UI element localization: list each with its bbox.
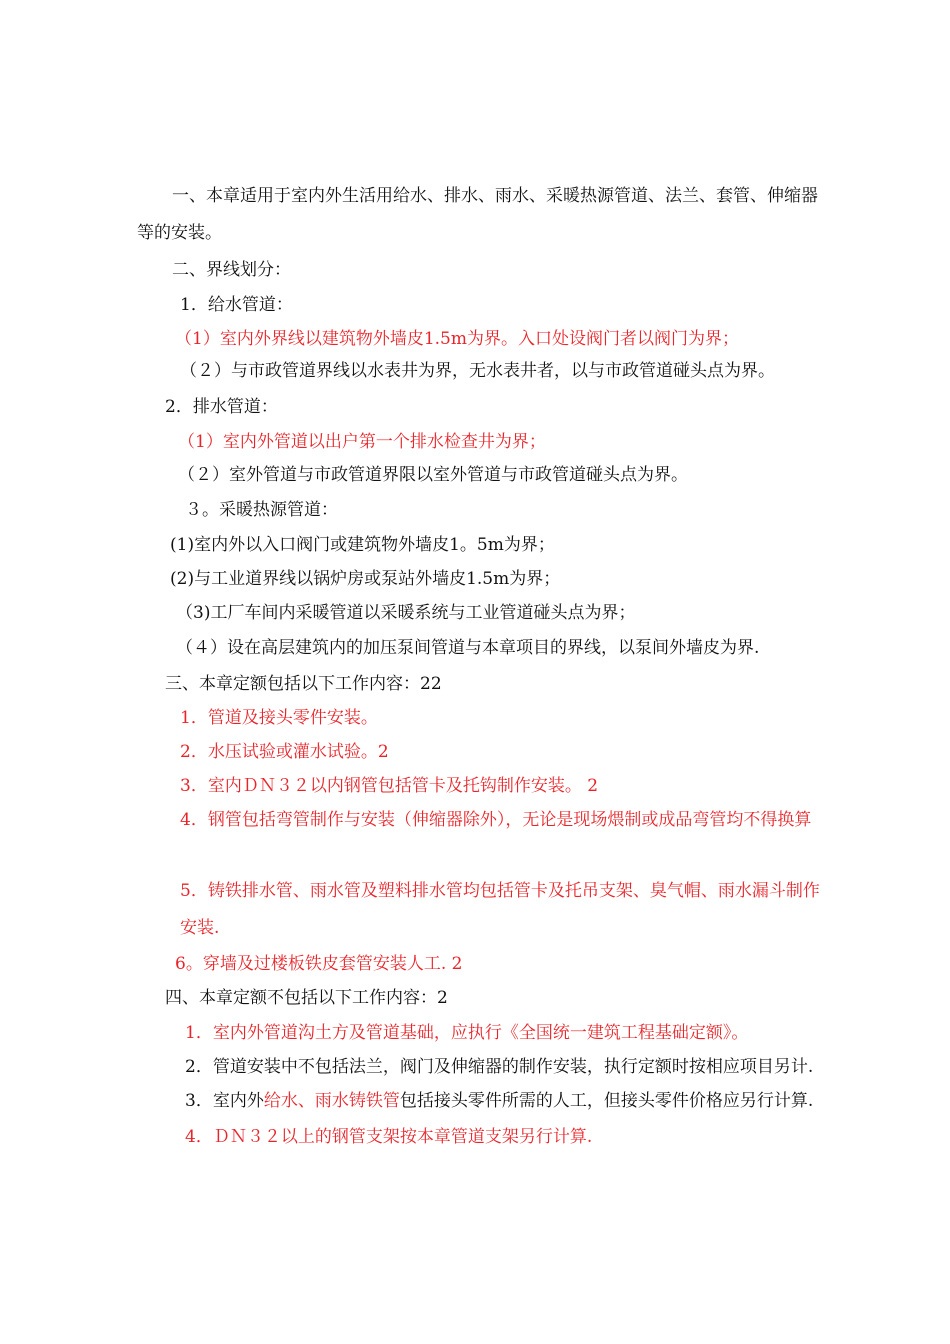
included-item-5-line2: 安装. [180,918,220,938]
heating-pipe-heading: ３。采暖热源管道： [185,500,338,520]
included-item-1: 1．管道及接头零件安装。 [180,708,378,728]
heating-pipe-item-2: (2)与工业道界线以锅炉房或泵站外墙皮1.5m为界； [170,569,561,589]
included-item-2: 2．水压试验或灌水试验。2 [180,742,389,762]
water-pipe-item-2: （２）与市政管道界线以水表井为界，无水表井者，以与市政管道碰头点为界。 [180,361,775,381]
heating-pipe-item-1: (1)室内外以入口阀门或建筑物外墙皮1。5m为界； [170,535,555,555]
section3-heading: 三、本章定额包括以下工作内容：22 [165,674,442,694]
drain-pipe-item-2: （２）室外管道与市政管道界限以室外管道与市政管道碰头点为界。 [178,465,688,485]
drain-pipe-heading: 2．排水管道： [165,397,278,417]
included-item-3: 3．室内ＤＮ３２以内钢管包括管卡及托钩制作安装。 2 [180,776,599,796]
section4-heading: 四、本章定额不包括以下工作内容：2 [165,988,448,1008]
excluded-item-4: 4．ＤＮ３２以上的钢管支架按本章管道支架另行计算. [185,1127,593,1147]
included-item-5-line1: 5．铸铁排水管、雨水管及塑料排水管均包括管卡及托吊支架、臭气帽、雨水漏斗制作 [180,881,820,901]
heating-pipe-item-3: （3)工厂车间内采暖管道以采暖系统与工业管道碰头点为界； [176,603,636,623]
section1-line1: 一、本章适用于室内外生活用给水、排水、雨水、采暖热源管道、法兰、套管、伸缩器 [172,186,818,206]
included-item-6: 6。穿墙及过楼板铁皮套管安装人工. 2 [175,954,463,974]
excluded-item-3-prefix: 3．室内外 [185,1091,264,1111]
excluded-item-3 [185,1090,813,1112]
section1-line2: 等的安装。 [137,223,222,243]
drain-pipe-item-1: （1）室内外管道以出户第一个排水检查井为界； [178,432,546,452]
excluded-item-1: 1．室内外管道沟土方及管道基础，应执行《全国统一建筑工程基础定额》。 [185,1023,749,1043]
heating-pipe-item-4: （４）设在高层建筑内的加压泵间管道与本章项目的界线，以泵间外墙皮为界. [176,638,760,658]
section2-heading: 二、界线划分： [172,260,291,280]
included-item-4: 4．钢管包括弯管制作与安装（伸缩器除外），无论是现场煨制或成品弯管均不得换算 [180,810,812,830]
water-pipe-item-1: （1）室内外界线以建筑物外墙皮1.5m为界。入口处设阀门者以阀门为界； [175,329,739,349]
water-pipe-heading: 1．给水管道： [180,295,293,315]
excluded-item-3-suffix: 包括接头零件所需的人工，但接头零件价格应另行计算. [399,1091,814,1111]
excluded-item-3-highlight: 给水、雨水铸铁管 [263,1091,400,1111]
excluded-item-2: 2．管道安装中不包括法兰，阀门及伸缩器的制作安装，执行定额时按相应项目另计. [185,1057,814,1077]
